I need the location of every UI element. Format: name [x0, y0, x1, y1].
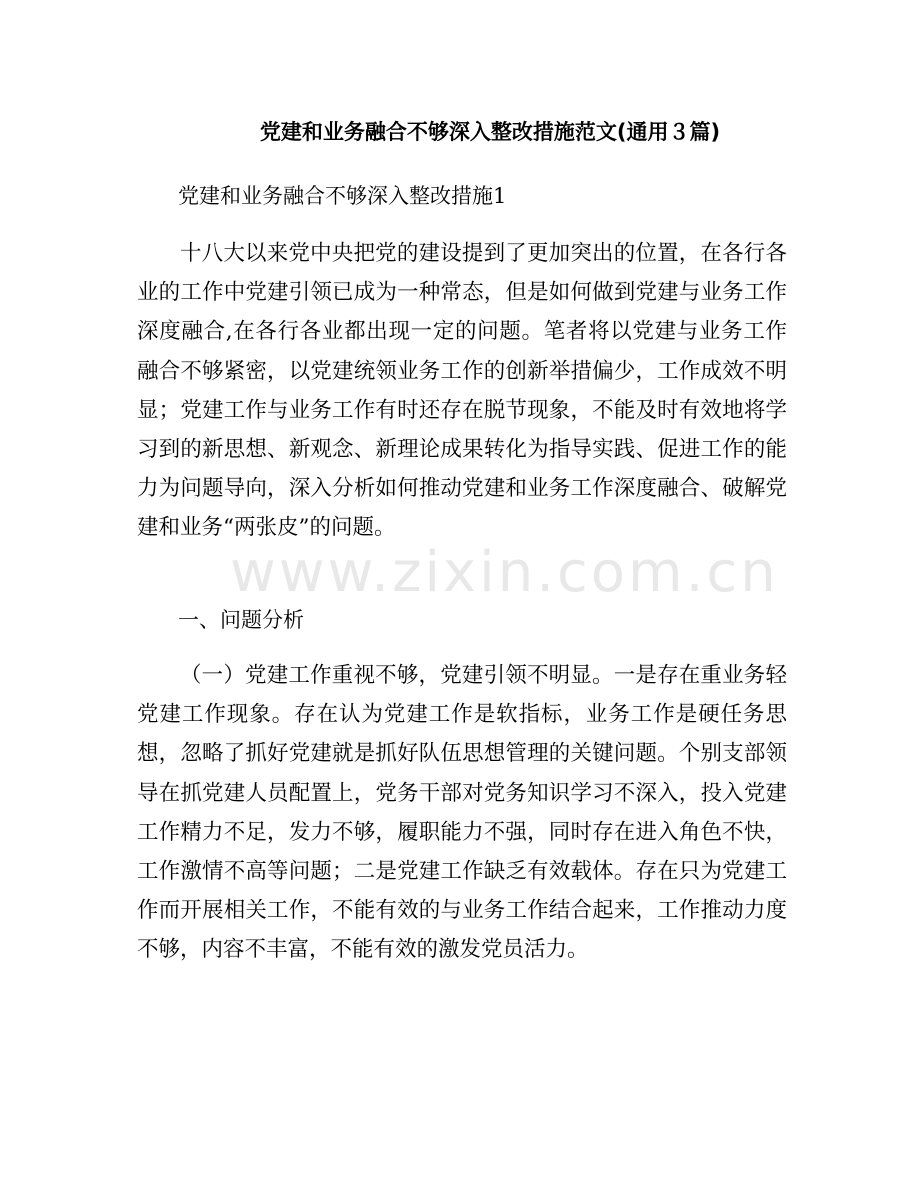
body-paragraph-2: （一）党建工作重视不够，党建引领不明显。一是存在重业务轻党建工作现象。存在认为党建工作是软指标，业务工作是硬任务思想，忽略了抓好党建就是抓好队伍思想管理的关键问题。个别支部领导在抓党建人员配置上，党务干部对党务知识学习不深入，投入党建工作精力不足，发力不够，履职能力不强，同时存在进入角色不快，工作激情不高等问题；二是党建工作缺乏有效载体。存在只为党建工作而开展相关工作，不能有效的与业务工作结合起来，工作推动力度不够，内容不丰富，不能有效的激发党员活力。 [137, 663, 787, 963]
section-heading: 一、问题分析 [178, 608, 304, 632]
document-subtitle: 党建和业务融合不够深入整改措施1 [178, 184, 507, 208]
watermark: www.zixin.com.cn [230, 540, 779, 605]
body-paragraph-1: 十八大以来党中央把党的建设提到了更加突出的位置，在各行各业的工作中党建引领已成为一种常态，但是如何做到党建与业务工作深度融合,在各行各业都出现一定的问题。笔者将以党建与业务工作融合不够紧密，以党建统领业务工作的创新举措偏少，工作成效不明显；党建工作与业务工作有时还存在脱节现象，不能及时有效地将学习到的新思想、新观念、新理论成果转化为指导实践、促进工作的能力为问题导向，深入分析如何推动党建和业务工作深度融合、破解党建和业务“两张皮”的问题。 [137, 241, 787, 541]
document-title: 党建和业务融合不够深入整改措施范文(通用３篇) [259, 120, 721, 144]
